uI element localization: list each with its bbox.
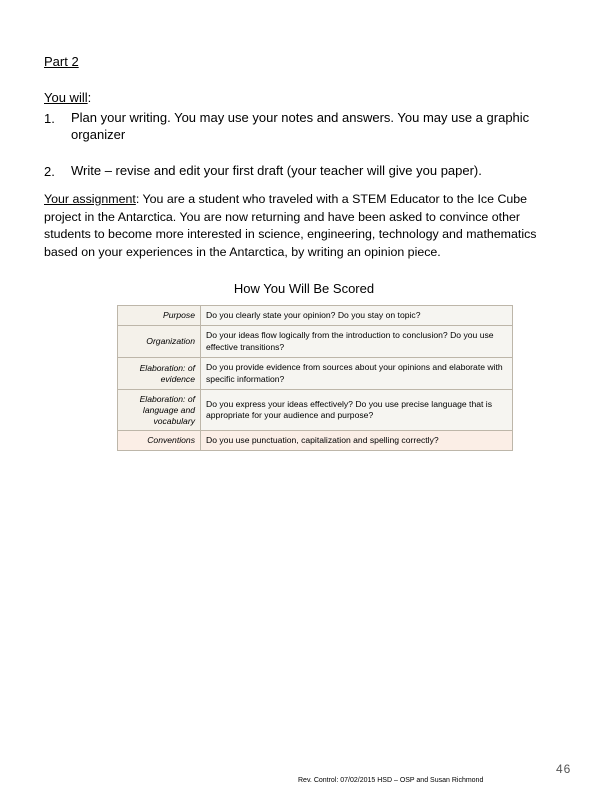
description-cell: Do you provide evidence from sources about your opinions and elaborate with specific information?: [201, 358, 513, 390]
criterion-cell: Elaboration: of language and vocabulary: [118, 390, 201, 431]
table-row: [118, 431, 513, 451]
list-item-text: Write – revise and edit your first draft (your teacher will give you paper).: [71, 163, 482, 178]
table-row: [118, 326, 513, 358]
you-will-colon: :: [87, 90, 92, 105]
list-item-number: 2.: [44, 164, 55, 179]
you-will-label: You will: [44, 90, 88, 105]
page-number: 46: [556, 762, 572, 776]
you-will-heading: [44, 90, 91, 105]
assignment-label: Your assignment: [44, 192, 136, 206]
list-item-number: 1.: [44, 111, 55, 126]
table-row: [118, 390, 513, 431]
criterion-cell: Purpose: [118, 306, 201, 326]
criterion-cell: Elaboration: of evidence: [118, 358, 201, 390]
scoring-rubric-table: [117, 305, 513, 451]
criterion-cell: Conventions: [118, 431, 201, 451]
scoring-title: How You Will Be Scored: [233, 281, 375, 296]
description-cell: Do you use punctuation, capitalization and spelling correctly?: [201, 431, 513, 451]
description-cell: Do you express your ideas effectively? Do you use precise language that is appropriate for your audience and purpose?: [201, 390, 513, 431]
section-heading: Part 2: [44, 54, 79, 69]
description-cell: Do your ideas flow logically from the introduction to conclusion? Do you use effective transitions?: [201, 326, 513, 358]
table-row: [118, 358, 513, 390]
list-item-text: Plan your writing. You may use your notes and answers. You may use a graphic organizer: [71, 110, 530, 142]
footer-text: Rev. Control: 07/02/2015 HSD – OSP and Susan Richmond: [298, 777, 484, 784]
table-row: [118, 306, 513, 326]
assignment-text: : You are a student who traveled with a STEM Educator to the Ice Cube project in the Antarctica. You are now returning and have been asked to convince other students to become more interested in science, engineering, technology and mathematics based on your experiences in the Antarctica, by writing an opinion piece.: [44, 192, 537, 259]
criterion-cell: Organization: [118, 326, 201, 358]
assignment-paragraph: [44, 191, 564, 261]
description-cell: Do you clearly state your opinion? Do you stay on topic?: [201, 306, 513, 326]
